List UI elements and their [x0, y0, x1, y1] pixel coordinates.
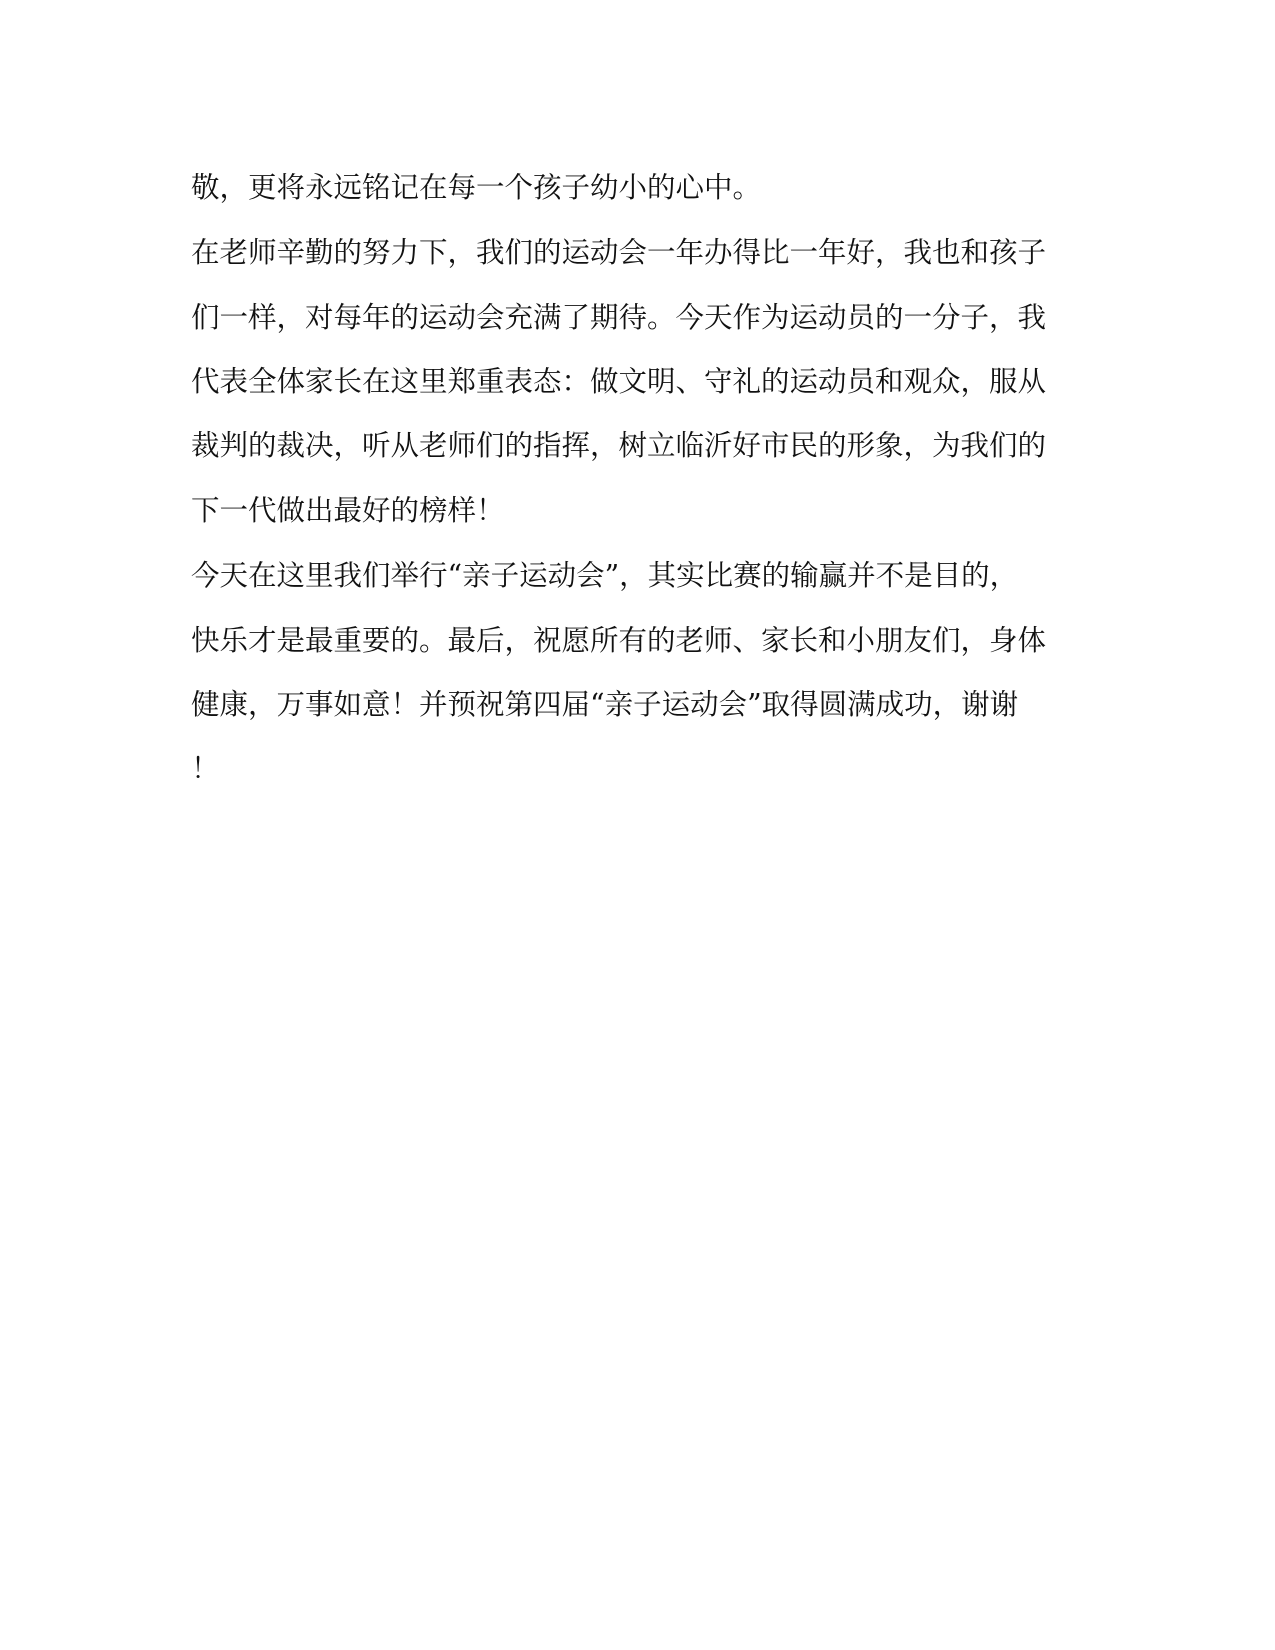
text-line: 裁判的裁决，听从老师们的指挥，树立临沂好市民的形象，为我们的 [191, 429, 1047, 462]
text-line: 们一样，对每年的运动会充满了期待。今天作为运动员的一分子，我 [191, 301, 1047, 334]
text-line: 敬，更将永远铭记在每一个孩子幼小的心中。 [191, 171, 762, 204]
text-line: 在老师辛勤的努力下，我们的运动会一年办得比一年好，我也和孩子 [191, 236, 1047, 269]
text-line: 快乐才是最重要的。最后，祝愿所有的老师、家长和小朋友们，身体 [191, 624, 1047, 657]
text-line: 代表全体家长在这里郑重表态：做文明、守礼的运动员和观众，服从 [191, 365, 1047, 398]
text-line: 今天在这里我们举行“亲子运动会”，其实比赛的输赢并不是目的， [191, 559, 1019, 592]
text-line: 健康，万事如意！并预祝第四届“亲子运动会”取得圆满成功，谢谢 [191, 688, 1019, 721]
text-line: 下一代做出最好的榜样！ [191, 494, 505, 527]
text-line: ！ [191, 752, 220, 785]
